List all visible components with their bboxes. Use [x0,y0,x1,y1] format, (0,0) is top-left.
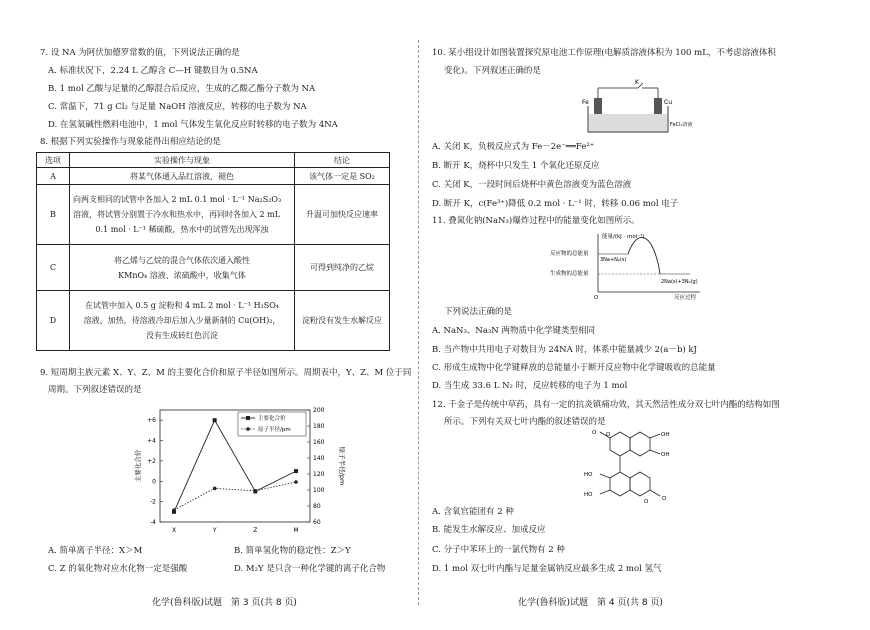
y2-tick-label: 120 [313,471,325,478]
legend-marker-valence [246,416,250,420]
y-tick-label: 0 [152,478,156,486]
hydroxyl-label: HO [584,472,593,478]
q8-table [36,152,390,351]
table-row [37,185,390,245]
q12-option-b: B. 能发生水解反应、加成反应 [432,525,546,535]
reactant-formula: 3Na+N₂(s) [600,257,627,263]
q12-option-a: A. 含氧官能团有 2 种 [432,507,514,517]
y2-tick-label: 60 [313,519,321,526]
hydroxyl-label: OH [661,432,670,438]
op-line: 溶液，将试管分别置于冷水和热水中，再同时各加入 2 mL [73,210,281,219]
table-row [37,291,390,351]
hydroxyl-label: OH [661,452,670,458]
q12-option-d: D. 1 mol 双七叶内酯与足量金属钠反应最多生成 2 mol 氢气 [432,564,662,574]
table-row [37,245,390,291]
legend-marker-radius [246,427,250,431]
reaction-axis-label: 反应过程 [674,295,697,301]
valence-point [213,418,217,422]
q8-row-b-operation [70,185,295,245]
op-line: 向两支相同的试管中各加入 2 mL 0.1 mol · L⁻¹ Na₂S₂O₃ [73,195,282,204]
valence-point [294,469,298,473]
q11-lead: 下列说法正确的是 [444,307,513,317]
y2-tick-label: 180 [313,423,325,430]
q8-row-b-conclusion: 升温可加快反应速率 [295,185,390,245]
radius-point [254,489,258,493]
q10-stem-line2: 变化)。下列叙述正确的是 [444,66,541,76]
q8-row-c-conclusion: 可得到纯净的乙烷 [295,245,390,291]
solution-label: FeCl₃溶液 [670,122,693,128]
q8-row-d-conclusion: 淀粉没有发生水解反应 [295,291,390,351]
q8-stem: 8. 根据下列实验操作与现象能得出相应结论的是 [40,137,221,147]
x-tick-label: Z [253,527,258,534]
product-energy-label: 生成物的总能量 [550,271,589,277]
q9-chart [120,402,350,542]
energy-axis-label: 能量/(kJ · mol⁻¹) [602,234,645,240]
radius-point [213,487,217,491]
q11-option-d: D. 当生成 33.6 L N₂ 时，反应转移的电子为 1 mol [432,381,628,391]
reactant-energy-label: 反应物的总能量 [550,251,589,257]
y-tick-label: +4 [147,437,156,445]
cu-label: Cu [664,99,672,106]
oxygen-label: O [644,499,649,505]
q9-option-d: D. M₂Y 是只含一种化学键的离子化合物 [234,564,386,574]
legend-label-valence: 主要化合价 [258,416,286,422]
q12-stem-line1: 12. 千金子是传统中草药，具有一定的抗炎镇痛功效，其天然活性成分双七叶内酯的结构如图 [432,400,780,410]
q11-option-a: A. NaN₃、Na₃N 两物质中化学键类型相同 [432,326,595,336]
q9-option-a: A. 简单离子半径：X＞M [48,546,143,556]
x-tick-label: X [171,527,177,534]
q8-row-a-conclusion: 该气体一定是 SO₂ [295,168,390,185]
q10-option-d: D. 断开 K，c(Fe³⁺)降低 0.2 mol · L⁻¹ 时，转移 0.06 mol 电子 [432,199,679,209]
op-line: KMnO₄ 溶液、浓硫酸中，收集气体 [118,270,246,280]
series-radius-line [174,482,296,510]
q7-option-a: A. 标准状况下，2.24 L 乙醇含 C—H 键数目为 0.5NA [48,66,258,76]
q10-option-a: A. 关闭 K，负极反应式为 Fe－2e⁻══Fe²⁺ [432,142,595,152]
x-tick-label: M [293,527,299,534]
radius-point [172,508,176,512]
q8-row-d-option: D [37,291,70,351]
table-row [37,168,390,185]
y-tick-label: +6 [147,417,156,425]
q11-energy-diagram [550,230,720,300]
q9-option-c: C. Z 的氧化物对应水化物一定是强酸 [48,564,188,574]
q8-row-a-operation: 将某气体通入品红溶液，褪色 [70,168,295,185]
q7-option-c: C. 常温下，71 g Cl₂ 与足量 NaOH 溶液反应，转移的电子数为 NA [48,102,307,112]
q8-row-c-option: C [37,245,70,291]
q10-stem-line1: 10. 某小组设计如图装置探究原电池工作原理(电解质溶液体积为 100 mL，不考虑溶液体积 [432,48,776,58]
q9-option-b: B. 简单氢化物的稳定性：Z＞Y [234,546,351,556]
q8-header-operation: 实验操作与现象 [70,153,295,168]
q11-option-c: C. 形成生成物中化学键释放的总能量小于断开反应物中化学键吸收的总能量 [432,363,716,373]
product-formula: 2Na(s)+3N₂(g) [661,279,698,285]
q10-option-c: C. 关闭 K，一段时间后烧杯中黄色溶液变为蓝色溶液 [432,180,632,190]
y-tick-label: +2 [147,457,156,465]
q7-option-d: D. 在氢氧碱性燃料电池中，1 mol 气体发生氧化反应时转移的电子数为 4NA [48,120,338,130]
switch-k-label: K [635,79,639,86]
q8-header-option: 选项 [37,153,70,168]
q8-header-conclusion: 结论 [295,153,390,168]
q9-stem-line1: 9. 短周期主族元素 X、Y、Z、M 的主要化合价和原子半径如图所示。周期表中，Y、Z、M 位于同 [40,368,412,378]
x-tick-label: Y [212,527,217,534]
legend-label-radius: 原子半径/pm [258,427,291,433]
y2-tick-label: 100 [313,487,325,494]
origin-label: O [594,295,599,301]
q10-option-b: B. 断开 K，烧杯中只发生 1 个氧化还原反应 [432,161,600,171]
op-line: 溶液，加热，待溶液冷却后加入少量新制的 Cu(OH)₂， [83,316,281,325]
y2-tick-label: 160 [313,439,325,446]
y-tick-label: -2 [150,498,156,506]
page-footer-right: 化学(鲁科版)试题 第 4 页(共 8 页) [518,598,663,608]
q9-stem-line2: 周期。下列叙述错误的是 [48,385,142,395]
y2-tick-label: 200 [313,407,325,414]
op-line: 没有生成砖红色沉淀 [146,331,218,340]
q8-row-c-operation [70,245,295,291]
op-line: 将乙烯与乙烷的混合气体依次通入酸性 [114,255,250,265]
q7-stem: 7. 设 NA 为阿伏加德罗常数的值，下列说法正确的是 [40,48,240,58]
q12-stem-line2: 所示。下列有关双七叶内酯的叙述错误的是 [444,417,606,427]
q12-option-c: C. 分子中苯环上的一氯代物有 2 种 [432,545,565,555]
q8-row-d-operation [70,291,295,351]
q12-structure-diagram [570,428,710,520]
q10-galvanic-cell-diagram [580,79,693,136]
q11-option-b: B. 当产物中共用电子对数目为 24NA 时，体系中能量减少 2(a－b) kJ [432,345,697,355]
y2-tick-label: 80 [313,503,321,510]
y2-axis-label: 原子半径/pm [338,446,346,486]
y2-tick-label: 140 [313,455,325,462]
op-line: 0.1 mol · L⁻¹ 稀硫酸，热水中的试管先出现浑浊 [95,225,269,234]
q8-row-a-option: A [37,168,70,185]
oxygen-label: O [662,496,667,502]
oxygen-label: O [606,432,611,438]
hydroxyl-label: HO [584,492,593,498]
q11-stem: 11. 叠氮化钠(NaN₃)爆炸过程中的能量变化如图所示。 [432,216,640,226]
q7-option-b: B. 1 mol 乙酸与足量的乙醇混合后反应，生成的乙酸乙酯分子数为 NA [48,84,316,94]
y-tick-label: -4 [150,519,156,526]
radius-point [294,480,298,484]
y-axis-label: 主要化合价 [134,449,142,483]
fe-label: Fe [582,99,589,106]
oxygen-label: O [592,430,597,436]
column-divider [418,40,419,605]
q8-row-b-option: B [37,185,70,245]
page-footer-left: 化学(鲁科版)试题 第 3 页(共 8 页) [152,598,297,608]
op-line: 在试管中加入 0.5 g 淀粉和 4 mL 2 mol · L⁻¹ H₂SO₄ [84,301,280,310]
